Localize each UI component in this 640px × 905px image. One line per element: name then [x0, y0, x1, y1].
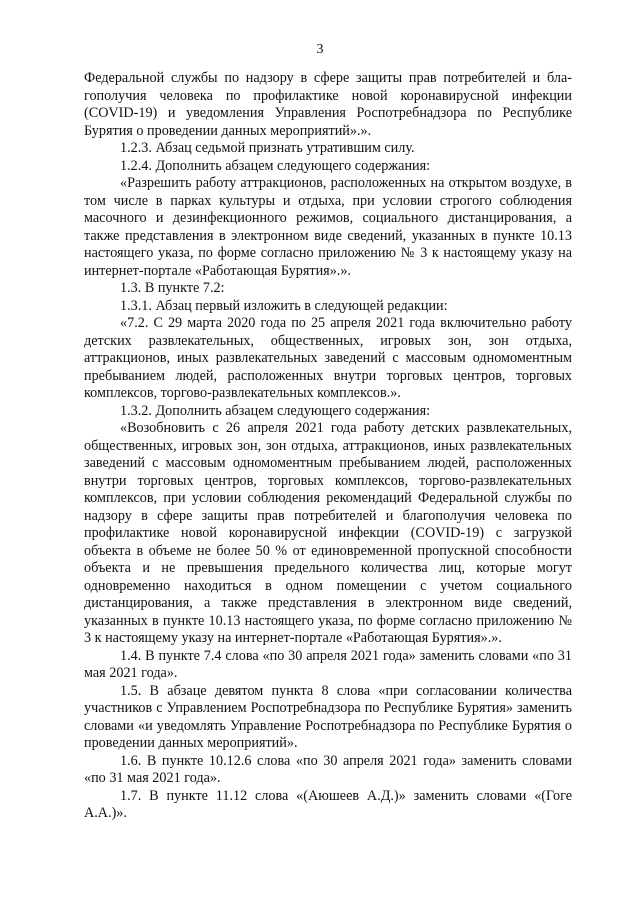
paragraph-1-7: 1.7. В пункте 11.12 слова «(Аюшеев А.Д.)» заменить словами «(Гоге А.А.)».: [84, 787, 572, 821]
paragraph-1-3-1: 1.3.1. Абзац первый изложить в следующей редакции:: [120, 297, 448, 314]
paragraph-quote-attractions: «Разрешить работу аттракционов, расположенных на открытом воздухе, в том числе в парках культуры и отдыха, при условии строгого соблюдения масочного и дезинфекционного режимов, социального дистанцирования, а также представления в электронном виде сведений, указанных в пункте 10.13 настоящего указа, по форме согласно приложению № 3 к настоящему указу на интернет-портале «Работающая Бурятия».».: [84, 175, 572, 279]
paragraph-1-4: 1.4. В пункте 7.4 слова «по 30 апреля 2021 года» заменить словами «по 31 мая 2021 года».: [84, 647, 572, 681]
page-number: 3: [316, 42, 324, 57]
paragraph-1-3-2: 1.3.2. Дополнить абзацем следующего содержания:: [120, 402, 431, 419]
paragraph-1-2-4: 1.2.4. Дополнить абзацем следующего содержания:: [120, 157, 431, 174]
paragraph-1-2-3: 1.2.3. Абзац седьмой признать утратившим силу.: [120, 140, 415, 156]
paragraph-1-6: 1.6. В пункте 10.12.6 слова «по 30 апреля 2021 года» заменить словами «по 31 мая 2021 года».: [84, 752, 572, 786]
paragraph-quote-resume: «Возобновить с 26 апреля 2021 года работу детских развлекательных, общественных, игровых зон, зон отдыха, аттракционов, иных развлекательных заведений с массовым одномоментным пребыванием людей, расположенных внутри торговых центров, торговых комплексов, торгово-развлекательных комплексов, при условии соблюдения рекомендаций Федеральной службы по надзору в сфере защиты прав потребителей и благополучия человека по профилактике новой коронавирусной инфекции (COVID-19) с загрузкой объекта в объеме не более 50 % от единовременной пропускной способности объекта и не превышения предельного количества лиц, которые могут одновременно находиться в одном помещении с учетом социального дистанцирования, а также представления в электронном виде сведений, указанных в пункте 10.13 настоящего указа, по форме согласно приложению № 3 к настоящему указу на интернет-портале «Работающая Бурятия».».: [84, 420, 572, 646]
paragraph-1-3: 1.3. В пункте 7.2:: [120, 280, 225, 296]
paragraph-quote-7-2: «7.2. С 29 марта 2020 года по 25 апреля 2021 года включительно работу детских развлекательных, общественных, игровых зон, зон отдыха, аттракционов, иных развлекательных заведений с массовым одномоментным пребыванием людей, расположенных внутри торговых центров, торговых комплексов, торгово-развлекательных комплексов.».: [84, 315, 572, 401]
paragraph-continuation: Федеральной службы по надзору в сфере защиты прав потребителей и благополучия человека по профилактике новой коронавирусной инфекции (COVID-19) и уведомления Управления Роспотребнадзора по Республике Бурятия о проведении данных мероприятий».».: [84, 70, 572, 139]
document-body: [84, 70, 572, 823]
paragraph-1-5: 1.5. В абзаце девятом пункта 8 слова «при согласовании количества участников с Управлением Роспотребнадзора по Республике Бурятия» заменить словами «и уведомлять Управление Роспотребнадзора по Республике Бурятия о проведении данных мероприятий».: [84, 682, 572, 751]
